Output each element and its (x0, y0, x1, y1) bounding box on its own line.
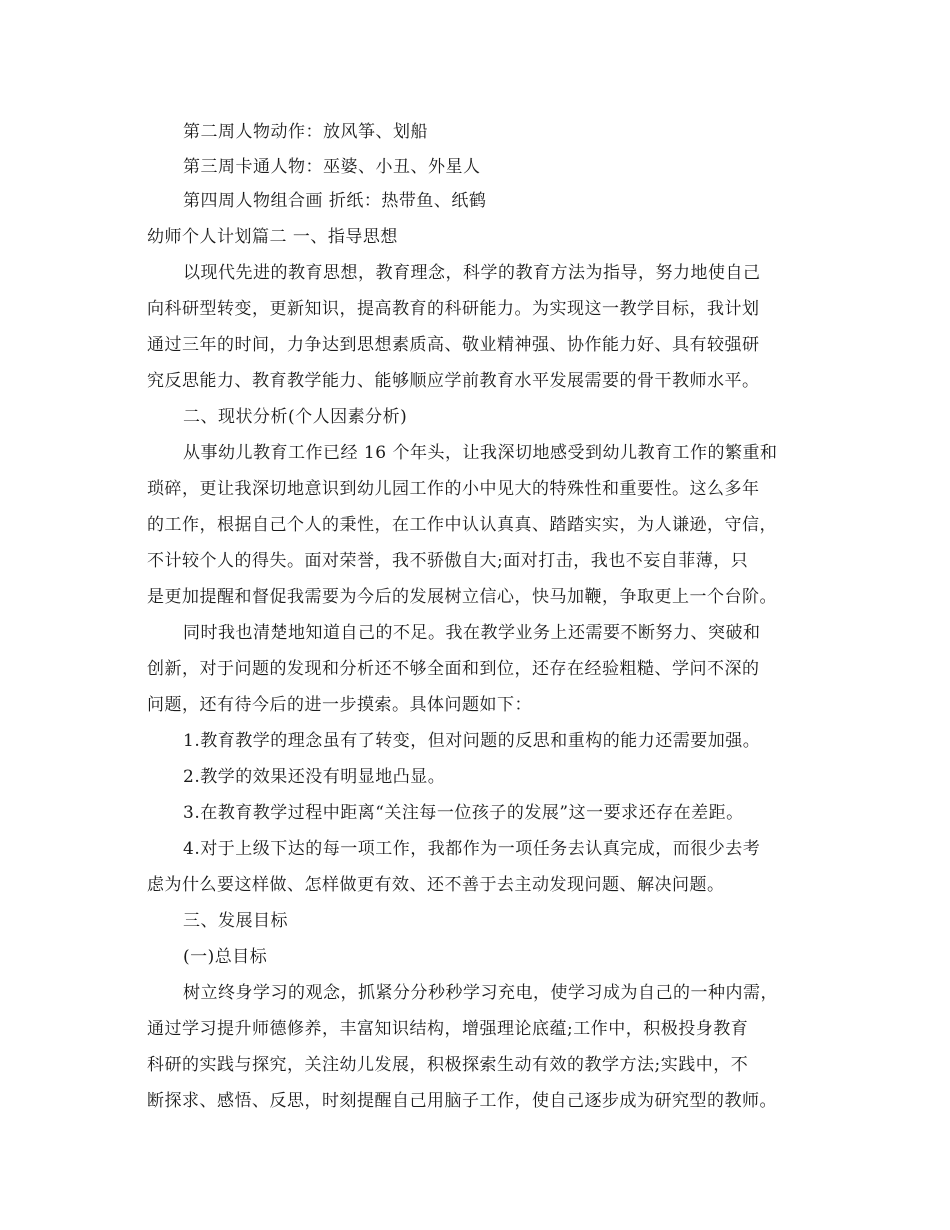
text-line: 断探求、感悟、反思，时刻提醒自己用脑子工作，使自己逐步成为研究型的教师。 (147, 1091, 777, 1111)
text-line: 虑为什么要这样做、怎样做更有效、还不善于去主动发现问题、解决问题。 (147, 875, 725, 895)
text-line: 同时我也清楚地知道自己的不足。我在教学业务上还需要不断努力、突破和 (183, 623, 761, 643)
section-heading: 二、现状分析(个人因素分析) (183, 407, 408, 427)
list-item: 1.教育教学的理念虽有了转变，但对问题的反思和重构的能力还需要加强。 (183, 731, 761, 751)
text-line: 向科研型转变，更新知识，提高教育的科研能力。为实现这一教学目标，我计划 (147, 299, 760, 319)
text-line: 第二周人物动作：放风筝、划船 (183, 122, 428, 142)
text-line: 通过学习提升师德修养，丰富知识结构，增强理论底蕴;工作中，积极投身教育 (147, 1019, 749, 1039)
text-line: 科研的实践与探究，关注幼儿发展，积极探索生动有效的教学方法;实践中，不 (147, 1055, 749, 1075)
text-line: 的工作，根据自己个人的秉性，在工作中认认真真、踏踏实实，为人谦逊，守信， (147, 515, 777, 535)
text-line: 究反思能力、教育教学能力、能够顺应学前教育水平发展需要的骨干教师水平。 (147, 371, 760, 391)
list-item: 4.对于上级下达的每一项工作，我都作为一项任务去认真完成，而很少去考 (183, 839, 761, 859)
text-line: 创新，对于问题的发现和分析还不够全面和到位，还存在经验粗糙、学问不深的 (147, 659, 760, 679)
text-line: 不计较个人的得失。面对荣誉，我不骄傲自大;面对打击，我也不妄自菲薄，只 (147, 551, 749, 571)
text-line: 第三周卡通人物：巫婆、小丑、外星人 (183, 157, 481, 177)
text-line: 问题，还有待今后的进一步摸索。具体问题如下： (147, 695, 532, 715)
list-item: 2.教学的效果还没有明显地凸显。 (183, 767, 446, 787)
text-line: 以现代先进的教育思想，教育理念，科学的教育方法为指导，努力地使自己 (183, 263, 761, 283)
text-line: 树立终身学习的观念，抓紧分分秒秒学习充电，使学习成为自己的一种内需， (183, 983, 778, 1003)
text-line: 从事幼儿教育工作已经 16 个年头，让我深切地感受到幼儿教育工作的繁重和 (183, 443, 778, 463)
text-line: 琐碎，更让我深切地意识到幼儿园工作的小中见大的特殊性和重要性。这么多年 (147, 479, 760, 499)
section-heading: 三、发展目标 (183, 911, 288, 931)
section-heading: 幼师个人计划篇二 一、指导思想 (147, 227, 398, 247)
text-line: 是更加提醒和督促我需要为今后的发展树立信心，快马加鞭，争取更上一个台阶。 (147, 587, 777, 607)
subsection-heading: (一)总目标 (183, 947, 268, 967)
text-line: 第四周人物组合画 折纸：热带鱼、纸鹤 (183, 191, 487, 211)
list-item: 3.在教育教学过程中距离“关注每一位孩子的发展”这一要求还存在差距。 (183, 803, 744, 823)
text-line: 通过三年的时间，力争达到思想素质高、敬业精神强、协作能力好、具有较强研 (147, 335, 760, 355)
